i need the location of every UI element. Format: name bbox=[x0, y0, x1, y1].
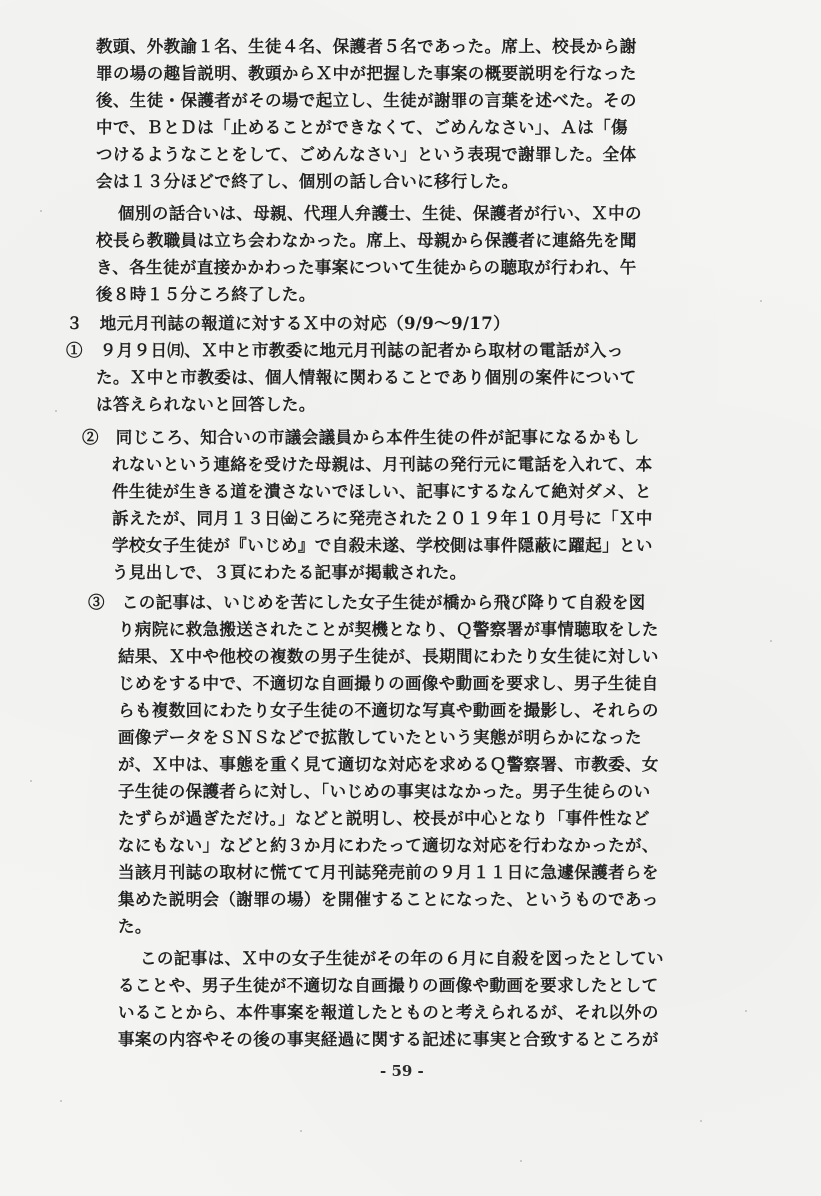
text-line: 個別の話合いは、母親、代理人弁護士、生徒、保護者が行い、Ｘ中の bbox=[118, 204, 642, 223]
text-line: う見出しで、３頁にわたる記事が掲載された。 bbox=[112, 563, 467, 582]
text-line: 校長ら教職員は立ち会わなかった。席上、母親から保護者に連絡先を聞 bbox=[96, 231, 637, 250]
page-number: - 59 - bbox=[380, 1062, 424, 1080]
scan-speck bbox=[60, 1100, 62, 1102]
scan-speck bbox=[770, 640, 772, 642]
text-line: 画像データをＳＮＳなどで拡散していたという実態が明らかになった bbox=[118, 728, 642, 747]
text-line: 事案の内容やその後の事実経過に関する記述に事実と合致するところが bbox=[118, 1030, 659, 1049]
text-line: た。Ｘ中と市教委は、個人情報に関わることであり個別の案件について bbox=[96, 368, 637, 387]
text-line: 中で、ＢとＤは「止めることができなくて、ごめんなさい」、Ａは「傷 bbox=[96, 118, 628, 137]
text-line: ③ この記事は、いじめを苦にした女子生徒が橋から飛び降りて自殺を図 bbox=[88, 593, 646, 612]
text-line: ② 同じころ、知合いの市議会議員から本件生徒の件が記事になるかもし bbox=[82, 428, 640, 447]
scan-speck bbox=[760, 300, 762, 302]
text-line: 会は１３分ほどで終了し、個別の話し合いに移行した。 bbox=[96, 172, 519, 191]
section-heading: ３ 地元月刊誌の報道に対するＸ中の対応（9/9～9/17） bbox=[66, 314, 511, 333]
text-line: き、各生徒が直接かかわった事案について生徒からの聴取が行われ、午 bbox=[96, 258, 637, 277]
text-line: ることや、男子生徒が不適切な自画撮りの画像や動画を要求したとして bbox=[118, 976, 659, 995]
scan-speck bbox=[55, 410, 57, 412]
text-line: つけるようなことをして、ごめんなさい」という表現で謝罪した。全体 bbox=[96, 145, 637, 164]
text-line: 結果、Ｘ中や他校の複数の男子生徒が、長期間にわたり女生徒に対しい bbox=[118, 647, 659, 666]
text-line: 学校女子生徒が『いじめ』で自殺未遂、学校側は事件隠蔽に躍起」とい bbox=[112, 536, 653, 555]
text-line: 当該月刊誌の取材に慌てて月刊誌発売前の９月１１日に急遽保護者らを bbox=[118, 863, 659, 882]
scan-speck bbox=[520, 1160, 522, 1162]
text-line: 罪の場の趣旨説明、教頭からＸ中が把握した事案の概要説明を行なった bbox=[96, 64, 637, 83]
text-line: た。 bbox=[118, 917, 152, 936]
scan-speck bbox=[300, 1130, 302, 1132]
text-line: じめをする中で、不適切な自画撮りの画像や動画を要求し、男子生徒自 bbox=[118, 674, 659, 693]
text-line: らも複数回にわたり女子生徒の不適切な写真や動画を撮影し、それらの bbox=[118, 701, 659, 720]
scan-speck bbox=[30, 780, 32, 782]
text-line: 教頭、外教諭１名、生徒４名、保護者５名であった。席上、校長から謝 bbox=[96, 37, 637, 56]
text-line: なにもない」などと約３か月にわたって適切な対応を行わなかったが、 bbox=[118, 836, 659, 855]
scan-speck bbox=[40, 210, 42, 212]
text-line: 後８時１５分ころ終了した。 bbox=[96, 285, 316, 304]
text-line: 訴えたが、同月１３日㈮ころに発売された２０１９年１０月号に「Ｘ中 bbox=[112, 509, 653, 528]
text-line: 子生徒の保護者らに対し、「いじめの事実はなかった。男子生徒らのい bbox=[118, 782, 651, 801]
scan-speck bbox=[700, 1120, 702, 1122]
text-line: 集めた説明会（謝罪の場）を開催することになった、というものであっ bbox=[118, 890, 659, 909]
text-line: が、Ｘ中は、事態を重く見て適切な対応を求めるＱ警察署、市教委、女 bbox=[118, 755, 659, 774]
text-line: たずらが過ぎただけ。」などと説明し、校長が中心となり「事件性など bbox=[118, 809, 650, 828]
text-line: 件生徒が生きる道を潰さないでほしい、記事にするなんて絶対ダメ、と bbox=[112, 482, 652, 501]
text-line: いることから、本件事案を報道したとものと考えられるが、それ以外の bbox=[118, 1003, 659, 1022]
text-line: り病院に救急搬送されたことが契機となり、Ｑ警察署が事情聴取をした bbox=[118, 620, 659, 639]
scan-speck bbox=[745, 1010, 747, 1012]
text-line: は答えられないと回答した。 bbox=[96, 395, 316, 414]
text-line: ① ９月９日㈪、Ｘ中と市教委に地元月刊誌の記者から取材の電話が入っ bbox=[66, 341, 624, 360]
text-line: この記事は、Ｘ中の女子生徒がその年の６月に自殺を図ったとしてい bbox=[140, 949, 664, 968]
text-line: 後、生徒・保護者がその場で起立し、生徒が謝罪の言葉を述べた。その bbox=[96, 91, 637, 110]
text-line: れないという連絡を受けた母親は、月刊誌の発行元に電話を入れて、本 bbox=[112, 455, 653, 474]
